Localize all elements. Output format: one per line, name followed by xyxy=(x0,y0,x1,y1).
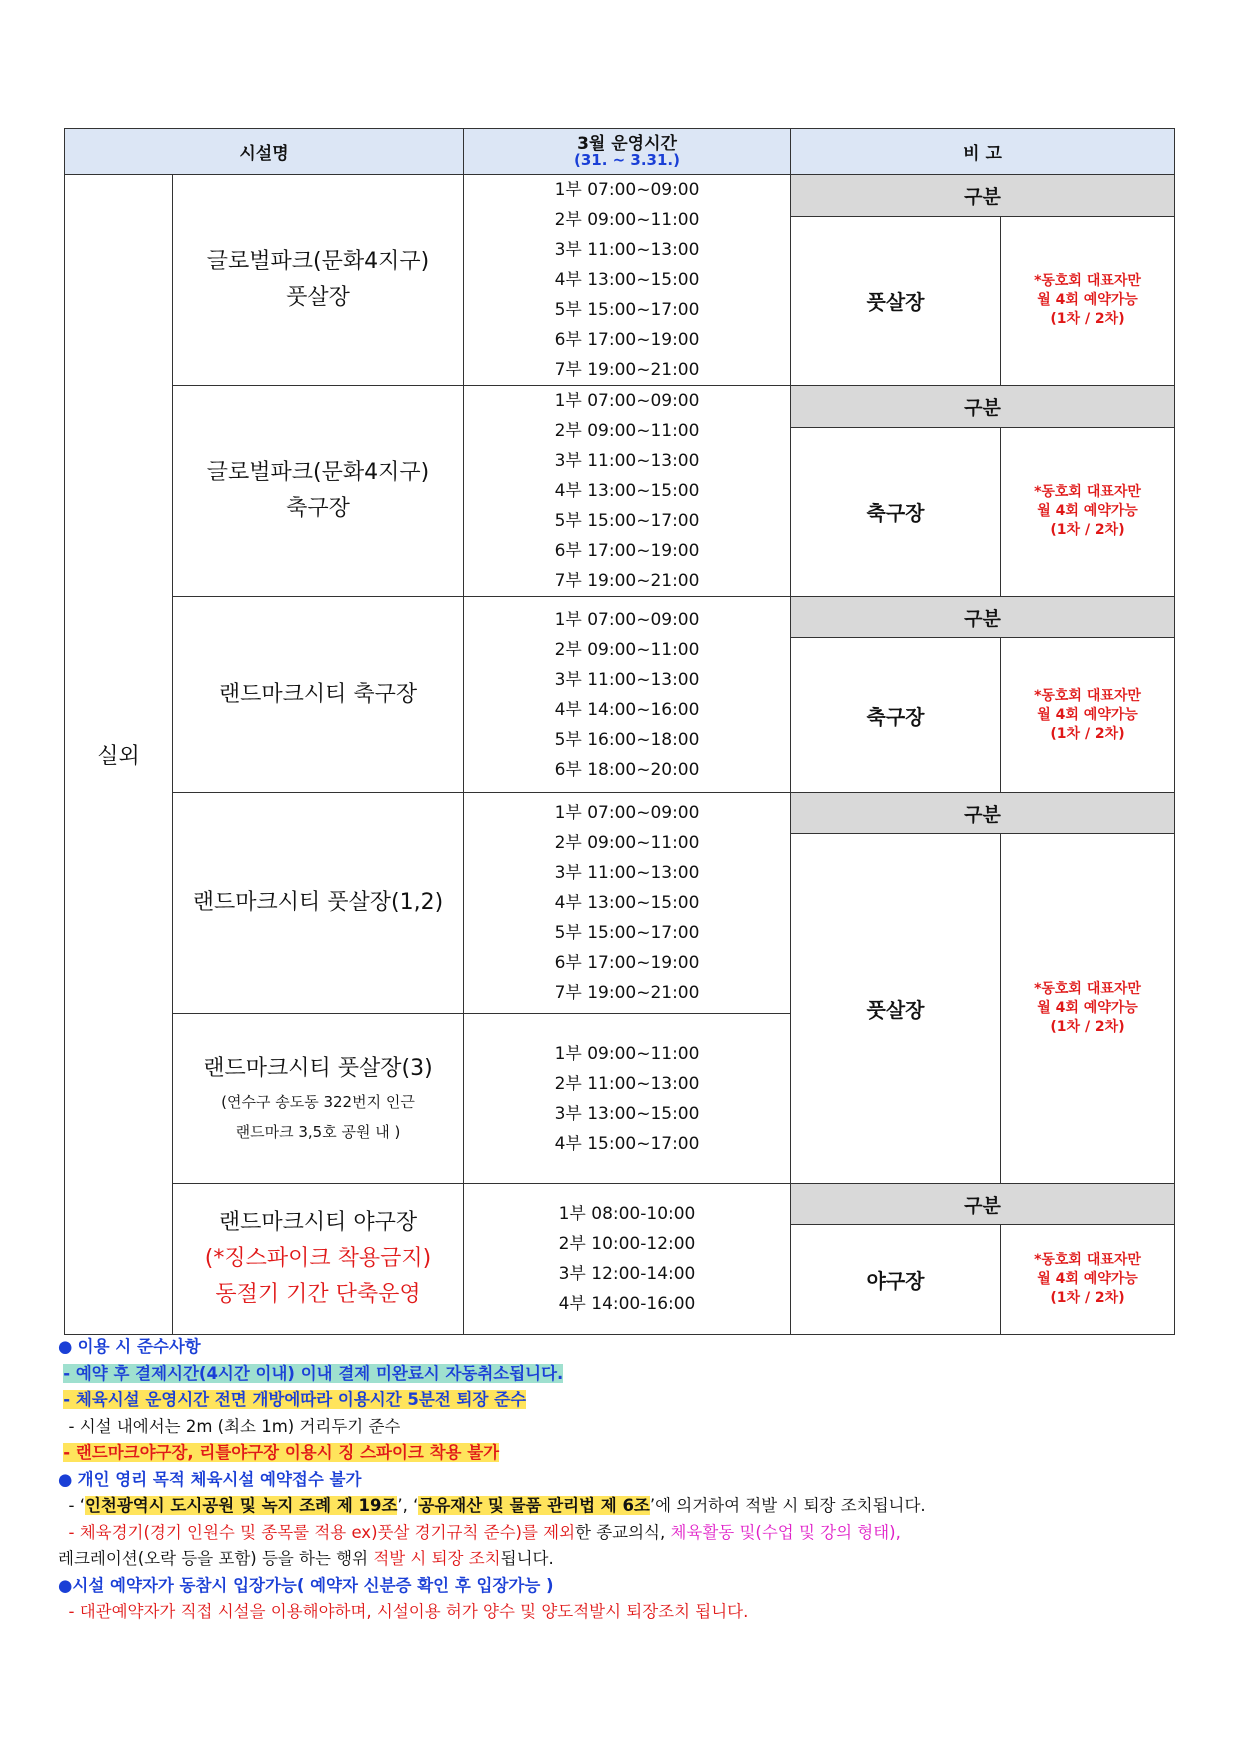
time-slots xyxy=(464,175,791,386)
time-slots xyxy=(464,597,791,793)
facility-name xyxy=(173,386,464,597)
note-text: 됩니다. xyxy=(500,1549,554,1568)
notes-section-title xyxy=(58,1467,1188,1494)
note-text: ’에 의거하여 적발 시 퇴장 조치됩니다. xyxy=(649,1496,926,1515)
time-slot: 6부 18:00~20:00 xyxy=(554,759,700,780)
note-line: 월 4회 예약가능 xyxy=(1037,706,1138,723)
note-item xyxy=(58,1599,1188,1626)
note-line: (1차 / 2차) xyxy=(1050,311,1125,328)
facility-name xyxy=(173,1184,464,1335)
time-slot: 6부 17:00~19:00 xyxy=(554,330,700,350)
time-slot: 4부 15:00~17:00 xyxy=(554,1133,700,1154)
time-slot: 1부 07:00~09:00 xyxy=(554,391,700,411)
time-slot: 3부 11:00~13:00 xyxy=(554,863,700,883)
note-text: 인천광역시 도시공원 및 녹지 조례 제 19조 xyxy=(84,1496,398,1515)
note-item xyxy=(58,1493,1188,1520)
note-line: (1차 / 2차) xyxy=(1050,1290,1125,1306)
note-text: 공유재산 및 물품 관리법 제 6조 xyxy=(418,1496,650,1515)
gubun-header: 구분 xyxy=(791,175,1175,217)
time-slot: 2부 10:00-12:00 xyxy=(558,1234,696,1254)
facility-name-line: 글로벌파크(문화4지구) xyxy=(206,460,430,485)
note-line: *동호회 대표자만 xyxy=(1034,687,1141,704)
time-slot: 4부 14:00-16:00 xyxy=(558,1294,696,1314)
facility-name xyxy=(173,597,464,793)
time-slot: 3부 11:00~13:00 xyxy=(554,669,700,690)
time-slot: 2부 09:00~11:00 xyxy=(554,833,700,853)
facility-kind: 풋살장 xyxy=(791,834,1001,1184)
reservation-note xyxy=(1001,834,1175,1184)
usage-notes xyxy=(58,1334,1188,1626)
header-hours xyxy=(464,129,791,175)
time-slot: 4부 13:00~15:00 xyxy=(554,893,700,913)
gubun-header: 구분 xyxy=(791,793,1175,834)
table-header-row xyxy=(65,129,1175,175)
time-slots xyxy=(464,386,791,597)
note-item xyxy=(58,1361,1188,1388)
note-item-text: - 시설 내에서는 2m (최소 1m) 거리두기 준수 xyxy=(68,1416,401,1436)
note-text: 적발 시 퇴장 조치 xyxy=(373,1549,501,1568)
time-slot: 7부 19:00~21:00 xyxy=(554,983,700,1003)
time-slot: 1부 09:00~11:00 xyxy=(554,1043,700,1064)
bullet-icon: ● xyxy=(58,1337,73,1356)
facility-kind: 야구장 xyxy=(791,1225,1001,1335)
time-slot: 3부 13:00~15:00 xyxy=(554,1103,700,1124)
time-slot: 3부 11:00~13:00 xyxy=(554,451,700,471)
facility-name xyxy=(173,793,464,1014)
time-slot: 1부 07:00~09:00 xyxy=(554,180,700,200)
time-slot: 4부 13:00~15:00 xyxy=(554,481,700,501)
time-slot: 3부 11:00~13:00 xyxy=(554,240,700,260)
note-line: *동호회 대표자만 xyxy=(1034,981,1141,997)
reservation-note xyxy=(1001,216,1175,385)
note-line: 월 4회 예약가능 xyxy=(1037,292,1138,309)
facility-kind: 축구장 xyxy=(791,427,1001,596)
time-slot: 5부 15:00~17:00 xyxy=(554,923,700,943)
facility-name-line: 축구장 xyxy=(286,496,350,521)
note-text: 레크레이션(오락 등을 포함) 등을 하는 행위 xyxy=(58,1549,374,1568)
time-slot: 4부 13:00~15:00 xyxy=(554,270,700,290)
facility-address: (연수구 송도동 322번지 인근 xyxy=(221,1092,415,1111)
time-slots xyxy=(464,1184,791,1335)
header-hours-main: 3월 운영시간 xyxy=(577,134,677,154)
time-slot: 2부 09:00~11:00 xyxy=(554,210,700,230)
facility-name-line: 랜드마크시티 야구장 xyxy=(218,1210,418,1235)
facility-warning: 동절기 기간 단축운영 xyxy=(215,1282,421,1307)
facility-name-line: 랜드마크시티 풋살장(1,2) xyxy=(192,890,444,915)
facility-name-line: 글로벌파크(문화4지구) xyxy=(206,249,430,274)
header-remarks: 비 고 xyxy=(791,129,1175,175)
note-line: (1차 / 2차) xyxy=(1050,1019,1125,1035)
facility-name-line: 랜드마크시티 축구장 xyxy=(218,681,418,707)
note-item xyxy=(58,1440,1188,1467)
note-line: (1차 / 2차) xyxy=(1050,725,1125,742)
time-slot: 2부 11:00~13:00 xyxy=(554,1073,700,1094)
note-line: *동호회 대표자만 xyxy=(1034,484,1141,501)
table-row xyxy=(65,175,1175,217)
note-text: ’, ‘ xyxy=(397,1496,419,1515)
note-text: - ‘ xyxy=(68,1496,85,1515)
table-row xyxy=(65,386,1175,428)
outdoor-label: 실외 xyxy=(65,175,173,1335)
note-item-text: - 체육시설 운영시간 전면 개방에따라 이용시간 5분전 퇴장 준수 xyxy=(63,1390,527,1409)
header-facility: 시설명 xyxy=(65,129,464,175)
facility-kind: 풋살장 xyxy=(791,216,1001,385)
facility-warning: (*징스파이크 착용금지) xyxy=(204,1246,432,1271)
note-item-text: - 예약 후 결제시간(4시간 이내) 이내 결제 미완료시 자동취소됩니다. xyxy=(63,1363,564,1383)
note-item xyxy=(58,1546,1188,1573)
reservation-note xyxy=(1001,427,1175,596)
facility-name-line: 랜드마크시티 풋살장(3) xyxy=(203,1055,433,1081)
gubun-header: 구분 xyxy=(791,1184,1175,1225)
table-row xyxy=(65,793,1175,834)
time-slot: 6부 17:00~19:00 xyxy=(554,953,700,973)
gubun-header: 구분 xyxy=(791,386,1175,428)
note-item xyxy=(58,1414,1188,1441)
note-line: (1차 / 2차) xyxy=(1050,522,1125,539)
note-item xyxy=(58,1387,1188,1414)
bullet-icon: ● xyxy=(58,1469,73,1489)
time-slot: 3부 12:00-14:00 xyxy=(558,1264,696,1284)
table-row xyxy=(65,597,1175,638)
notes-section-title xyxy=(58,1573,1188,1600)
facility-kind: 축구장 xyxy=(791,638,1001,793)
time-slot: 4부 14:00~16:00 xyxy=(554,699,700,720)
facility-name xyxy=(173,175,464,386)
note-line: 월 4회 예약가능 xyxy=(1037,1000,1138,1016)
time-slot: 5부 15:00~17:00 xyxy=(554,300,700,320)
time-slots xyxy=(464,1014,791,1184)
time-slot: 2부 09:00~11:00 xyxy=(554,639,700,660)
note-line: *동호회 대표자만 xyxy=(1034,1252,1141,1268)
note-item xyxy=(58,1520,1188,1547)
table-row xyxy=(65,1184,1175,1225)
header-hours-period: (31. ~ 3.31.) xyxy=(573,151,680,169)
time-slot: 1부 07:00~09:00 xyxy=(554,803,700,823)
notes-section-title xyxy=(58,1334,1188,1361)
time-slot: 7부 19:00~21:00 xyxy=(554,360,700,380)
time-slot: 1부 08:00-10:00 xyxy=(558,1204,696,1224)
facility-name-line: 풋살장 xyxy=(286,285,350,310)
section-title-text: 이용 시 준수사항 xyxy=(77,1337,201,1356)
section-title-text: ●시설 예약자가 동참시 입장가능( 예약자 신분증 확인 후 입장가능 ) xyxy=(58,1575,554,1595)
note-text: 체육활동 및(수업 및 강의 형태), xyxy=(670,1522,901,1542)
section-title-text: 개인 영리 목적 체육시설 예약접수 불가 xyxy=(77,1469,362,1489)
time-slot: 5부 15:00~17:00 xyxy=(554,511,700,531)
note-item-text: - 대관예약자가 직접 시설을 이용해야하며, 시설이용 허가 양수 및 양도적발시 퇴장조치 됩니다. xyxy=(68,1602,749,1621)
gubun-header: 구분 xyxy=(791,597,1175,638)
note-text: - 체육경기(경기 인원수 및 종목룰 적용 ex)풋살 경기규칙 준수)를 제외 xyxy=(68,1522,576,1542)
time-slot: 2부 09:00~11:00 xyxy=(554,421,700,441)
facility-schedule-table xyxy=(64,128,1175,1335)
reservation-note xyxy=(1001,638,1175,793)
time-slots xyxy=(464,793,791,1014)
note-item-text: - 랜드마크야구장, 리틀야구장 이용시 징 스파이크 착용 불가 xyxy=(63,1443,500,1462)
facility-address: 랜드마크 3,5호 공원 내 ) xyxy=(235,1122,401,1141)
note-text: 한 종교의식, xyxy=(575,1522,671,1542)
time-slot: 5부 16:00~18:00 xyxy=(554,729,700,750)
note-line: *동호회 대표자만 xyxy=(1034,273,1141,290)
time-slot: 6부 17:00~19:00 xyxy=(554,541,700,561)
time-slot: 7부 19:00~21:00 xyxy=(554,571,700,591)
facility-name xyxy=(173,1014,464,1184)
time-slot: 1부 07:00~09:00 xyxy=(554,609,700,630)
note-line: 월 4회 예약가능 xyxy=(1037,1271,1138,1287)
reservation-note xyxy=(1001,1225,1175,1335)
note-line: 월 4회 예약가능 xyxy=(1037,503,1138,520)
